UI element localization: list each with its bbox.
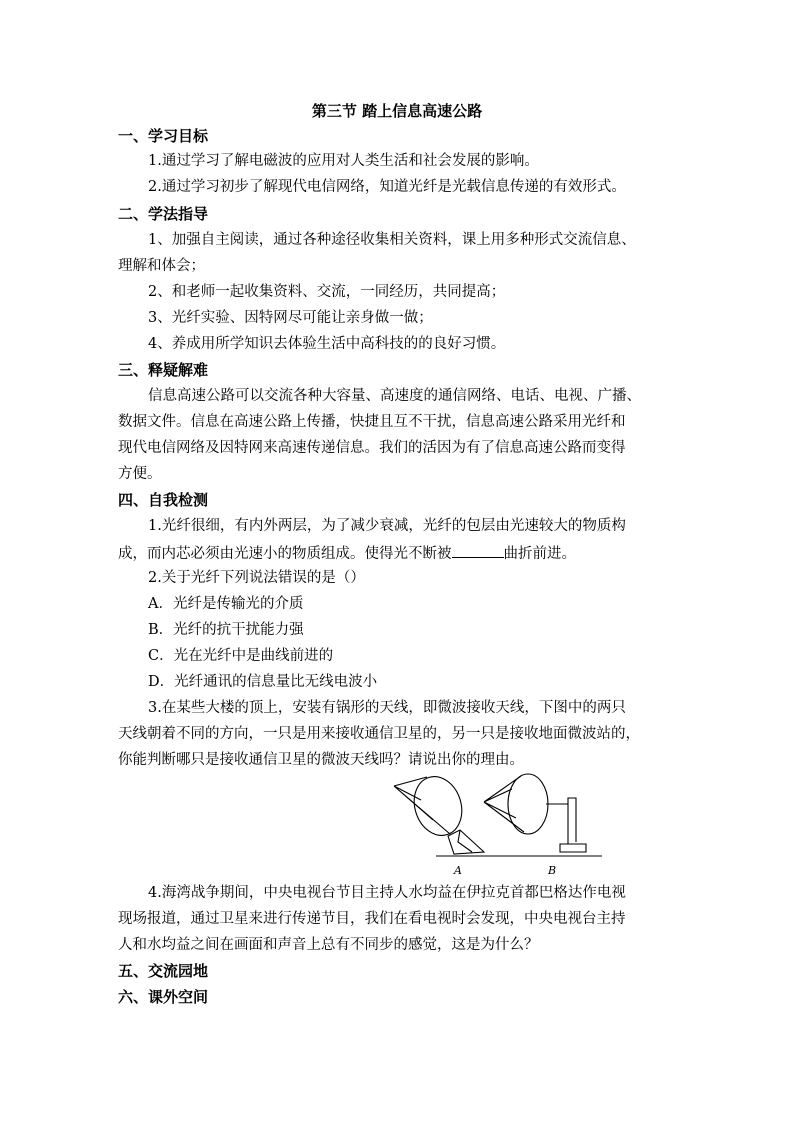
question-1-text-before-blank: 成，而内芯必须由光速小的物质组成。使得光不断被 <box>118 546 452 562</box>
explain-line-1: 信息高速公路可以交流各种大容量、高速度的通信网络、电话、电视、广播、 <box>148 388 641 404</box>
section-heading-method: 二、学法指导 <box>118 205 209 223</box>
question-1-text-after-blank: 曲折前进。 <box>503 546 576 562</box>
option-a: A．光纤是传输光的介质 <box>148 596 304 612</box>
goal-item-1: 1.通过学习了解电磁波的应用对人类生活和社会发展的影响。 <box>148 153 539 169</box>
section-heading-selftest: 四、自我检测 <box>118 491 209 509</box>
section-heading-goals: 一、学习目标 <box>118 127 209 145</box>
explain-line-3: 现代电信网络及因特网来高速传递信息。我们的活因为有了信息高速公路而变得 <box>118 440 626 456</box>
question-1-line-1: 1.光纤很细，有内外两层，为了减少衰减，光纤的包层由光速较大的物质构 <box>148 518 626 534</box>
antenna-figure <box>388 772 608 878</box>
question-4-line-1: 4.海湾战争期间，中央电视台节目主持人水均益在伊拉克首都巴格达作电视 <box>148 885 626 901</box>
explain-line-4: 方便。 <box>118 466 162 482</box>
question-3-line-2: 天线朝着不同的方向，一只是用来接收通信卫星的，另一只是接收地面微波站的， <box>118 726 640 742</box>
method-item-1-line-1: 1、加强自主阅读，通过各种途径收集相关资料，课上用多种形式交流信息、 <box>148 232 636 248</box>
antenna-a-stand <box>448 830 484 854</box>
method-item-3: 3、光纤实验、因特网尽可能让亲身做一做； <box>148 310 433 326</box>
antenna-a-cone <box>394 777 450 834</box>
section-heading-extracurricular: 六、课外空间 <box>118 988 209 1006</box>
page-title: 第三节 踏上信息高速公路 <box>311 102 483 120</box>
method-item-2: 2、和老师一起收集资料、交流，一同经历，共同提高； <box>148 284 506 300</box>
section-heading-explain: 三、释疑解难 <box>118 361 209 379</box>
antenna-a-label: A <box>454 864 462 877</box>
question-4-line-3: 人和水均益之间在画面和声音上总有不同步的感觉，这是为什么？ <box>118 937 539 953</box>
antenna-b-label: B <box>548 864 557 877</box>
method-item-1-line-2: 理解和体会； <box>118 258 205 274</box>
question-4-line-2: 现场报道，通过卫星来进行传递节目，我们在看电视时会发现，中央电视台主持 <box>118 911 626 927</box>
option-c: C．光在光纤中是曲线前进的 <box>148 648 334 664</box>
question-1-line-2 <box>118 543 576 563</box>
option-d: D．光纤通讯的信息量比无线电波小 <box>148 674 378 690</box>
answer-blank[interactable] <box>452 543 504 558</box>
method-item-4: 4、养成用所学知识去体验生活中高科技的的良好习惯。 <box>148 336 506 352</box>
goal-item-2: 2.通过学习初步了解现代电信网络，知道光纤是光载信息传递的有效形式。 <box>148 179 626 195</box>
question-2-stem: 2.关于光纤下列说法错误的是（） <box>148 570 365 586</box>
question-3-line-1: 3.在某些大楼的顶上，安装有锅形的天线，即微波接收天线，下图中的两只 <box>148 700 626 716</box>
option-b: B．光纤的抗干扰能力强 <box>148 622 304 638</box>
antenna-b-cone <box>484 776 524 832</box>
question-3-line-3: 你能判断哪只是接收通信卫星的微波天线吗？请说出你的理由。 <box>118 752 524 768</box>
antenna-b-stand <box>546 798 576 844</box>
explain-line-2: 数据文件。信息在高速公路上传播，快捷且互不干扰，信息高速公路采用光纤和 <box>118 414 626 430</box>
section-heading-exchange: 五、交流园地 <box>118 962 209 980</box>
